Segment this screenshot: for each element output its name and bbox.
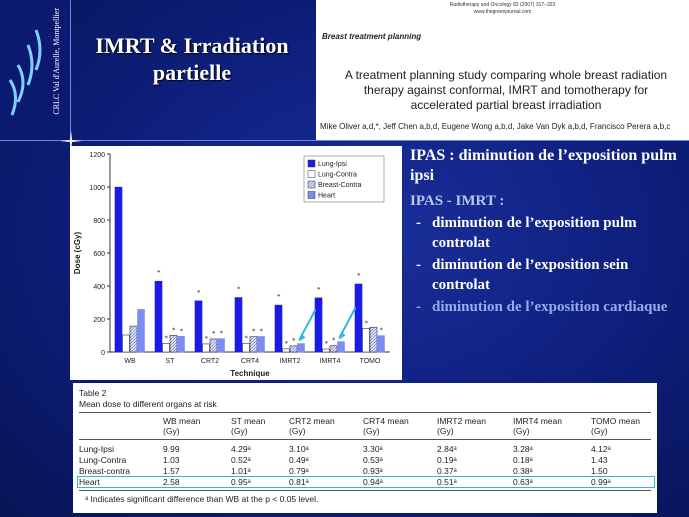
table-cell: Lung-Ipsi — [79, 444, 114, 454]
bar — [243, 343, 250, 352]
table-cell: 0.51ᵃ — [437, 477, 457, 487]
table-cell: 0.81ᵃ — [289, 477, 309, 487]
table-cell: 1.50 — [591, 466, 608, 476]
bar — [203, 344, 210, 352]
table-header-cell: CRT2 mean — [289, 416, 335, 426]
table-cell: 4.29ᵃ — [231, 444, 251, 454]
bar — [195, 301, 202, 352]
logo-area — [0, 0, 70, 140]
table-cell: 9.99 — [163, 444, 180, 454]
bar — [355, 284, 362, 352]
significance-marker: * — [277, 293, 281, 302]
table-header-cell: (Gy) — [513, 426, 530, 436]
bar — [210, 339, 217, 352]
significance-marker: * — [252, 327, 256, 336]
significance-marker: * — [172, 326, 176, 335]
bar — [178, 336, 185, 352]
crlc-logo-icon — [6, 20, 50, 120]
table-cell: 1.03 — [163, 455, 180, 465]
legend-swatch — [308, 192, 315, 199]
bar — [115, 187, 122, 352]
table-header-cell: TOMO mean — [591, 416, 640, 426]
paper-header-image — [316, 0, 689, 140]
significance-marker: * — [259, 327, 263, 336]
x-tick-label: CRT4 — [240, 358, 260, 365]
legend-swatch — [308, 171, 315, 178]
table-header-cell: CRT4 mean — [363, 416, 409, 426]
table-cell: 2.58 — [163, 477, 180, 487]
significance-marker: * — [364, 319, 368, 328]
significance-marker: * — [292, 336, 296, 345]
y-tick-label: 0 — [101, 350, 105, 357]
bar — [130, 326, 137, 352]
bar — [315, 298, 322, 352]
table-cell: Lung-Contra — [79, 455, 127, 465]
table-rule — [79, 412, 651, 413]
significance-marker: * — [212, 329, 216, 338]
table-header-cell: (Gy) — [163, 426, 180, 436]
findings-panel — [410, 146, 680, 317]
table-cell: 3.28ᵃ — [513, 444, 533, 454]
table-cell: 0.37ᵃ — [437, 466, 457, 476]
significance-marker: * — [244, 334, 248, 343]
bar — [378, 336, 385, 352]
table-header-cell: (Gy) — [591, 426, 608, 436]
table-header-cell: (Gy) — [363, 426, 380, 436]
legend-swatch — [308, 160, 315, 167]
dose-table — [73, 383, 657, 513]
journal-citation: Radiotherapy and Oncology 82 (2007) 317–323 www.thegreenjournal.com — [449, 2, 556, 15]
significance-marker: * — [197, 288, 201, 297]
legend-label: Breast-Contra — [318, 182, 362, 189]
significance-marker: * — [324, 340, 328, 349]
significance-marker: * — [179, 327, 183, 336]
y-tick-label: 600 — [93, 251, 105, 258]
table-cell: 1.43 — [591, 455, 608, 465]
bar — [258, 336, 265, 352]
legend-label: Lung-Contra — [318, 171, 357, 179]
table-header-cell: WB mean — [163, 416, 201, 426]
bar — [138, 309, 145, 352]
finding-item: - diminution de l’exposition sein controlat — [416, 257, 629, 293]
table-cell: 1.01ᵃ — [231, 466, 251, 476]
slide-title: IMRT & Irradiation partielle — [95, 33, 289, 85]
x-tick-label: CRT2 — [200, 358, 220, 365]
table-cell: 2.84ᵃ — [437, 444, 457, 454]
legend-label: Heart — [318, 192, 336, 200]
dose-bar-chart — [70, 146, 402, 380]
table-cell: 3.30ᵃ — [363, 444, 383, 454]
y-tick-label: 1200 — [89, 152, 105, 159]
significance-marker: * — [204, 334, 208, 343]
table-header-cell: IMRT4 mean — [513, 416, 562, 426]
table-cell: 0.52ᵃ — [231, 455, 251, 465]
bar — [298, 344, 305, 352]
y-axis-label: Dose (cGy) — [73, 231, 82, 275]
table-cell: 0.63ᵃ — [513, 477, 533, 487]
bar — [275, 305, 282, 352]
significance-marker: * — [237, 285, 241, 294]
x-tick-label: WB — [124, 358, 136, 365]
table-cell: 0.49ᵃ — [289, 455, 309, 465]
y-tick-label: 400 — [93, 284, 105, 291]
table-cell: 0.93ᵃ — [363, 466, 383, 476]
y-tick-label: 800 — [93, 218, 105, 225]
bar — [218, 339, 225, 352]
paper-authors: Mike Oliver a,d,*, Jeff Chen a,b,d, Eugene Wong a,b,d, Jake Van Dyk a,b,d, Francisco Perera a,b,c — [320, 122, 671, 131]
table-cell: 0.94ᵃ — [363, 477, 383, 487]
logo-text: CRLC Val d'Aurelle, Montpellier — [52, 8, 61, 115]
table-cell: 0.95ᵃ — [231, 477, 251, 487]
bar — [323, 349, 330, 352]
table-rule — [79, 439, 651, 440]
significance-marker: * — [332, 336, 336, 345]
dose-chart — [70, 146, 402, 380]
bar — [370, 327, 377, 352]
table-header-cell: (Gy) — [437, 426, 454, 436]
y-tick-label: 200 — [93, 317, 105, 324]
bar — [250, 337, 257, 352]
table-cell: 0.53ᵃ — [363, 455, 383, 465]
significance-marker: * — [164, 334, 168, 343]
table-cell: Heart — [79, 477, 100, 487]
x-tick-label: IMRT4 — [319, 358, 341, 365]
legend-swatch — [308, 181, 315, 188]
table-cell: 0.38ᵃ — [513, 466, 533, 476]
table-cell: 0.79ᵃ — [289, 466, 309, 476]
table-footnote: ᵃ Indicates significant difference than WB at the p < 0.05 level. — [85, 494, 319, 504]
bar — [155, 281, 162, 352]
findings-subheading: IPAS - IMRT : — [410, 193, 505, 209]
table-header-cell: IMRT2 mean — [437, 416, 486, 426]
bar — [363, 328, 370, 352]
table-caption: Table 2 Mean dose to different organs at risk — [79, 388, 217, 409]
finding-item: - diminution de l’exposition cardiaque — [416, 299, 668, 315]
findings-heading: IPAS : diminution de l’exposition pulm ipsi — [410, 147, 677, 184]
bar — [290, 346, 297, 352]
table-header-cell: ST mean — [231, 416, 266, 426]
legend-label: Lung-Ipsi — [318, 161, 347, 168]
paper-title: A treatment planning study comparing whole breast radiation therapy against conformal, IMRT and tomotherapy for accelerated partial breast irradiation — [344, 68, 668, 112]
bar — [170, 335, 177, 352]
x-axis-label: Technique — [230, 369, 270, 378]
table-header-cell: (Gy) — [289, 426, 306, 436]
bar — [235, 298, 242, 352]
significance-marker: * — [317, 285, 321, 294]
significance-marker: * — [357, 272, 361, 281]
bar — [338, 342, 345, 352]
divider — [0, 140, 689, 141]
bar — [163, 343, 170, 352]
paper-section: Breast treatment planning — [322, 32, 422, 41]
table-cell: 0.99ᵃ — [591, 477, 611, 487]
significance-marker: * — [379, 326, 383, 335]
heart-row-highlight — [77, 476, 655, 488]
x-tick-label: TOMO — [359, 358, 381, 365]
table-header-cell: (Gy) — [231, 426, 248, 436]
table-cell: 0.18ᵃ — [513, 455, 533, 465]
finding-item: - diminution de l’exposition pulm controlat — [416, 215, 637, 251]
y-tick-label: 1000 — [89, 185, 105, 192]
table-cell: 1.57 — [163, 466, 180, 476]
significance-marker: * — [284, 339, 288, 348]
significance-marker: * — [157, 269, 161, 278]
table-rule — [79, 490, 651, 491]
significance-marker: * — [219, 329, 223, 338]
bar — [283, 349, 290, 352]
table-cell: 4.12ᵃ — [591, 444, 611, 454]
bar — [123, 335, 130, 352]
bar — [330, 346, 337, 352]
x-tick-label: ST — [165, 358, 175, 365]
table-cell: 0.19ᵃ — [437, 455, 457, 465]
table-cell: Breast-contra — [79, 466, 131, 476]
table-cell: 3.10ᵃ — [289, 444, 309, 454]
x-tick-label: IMRT2 — [279, 358, 301, 365]
